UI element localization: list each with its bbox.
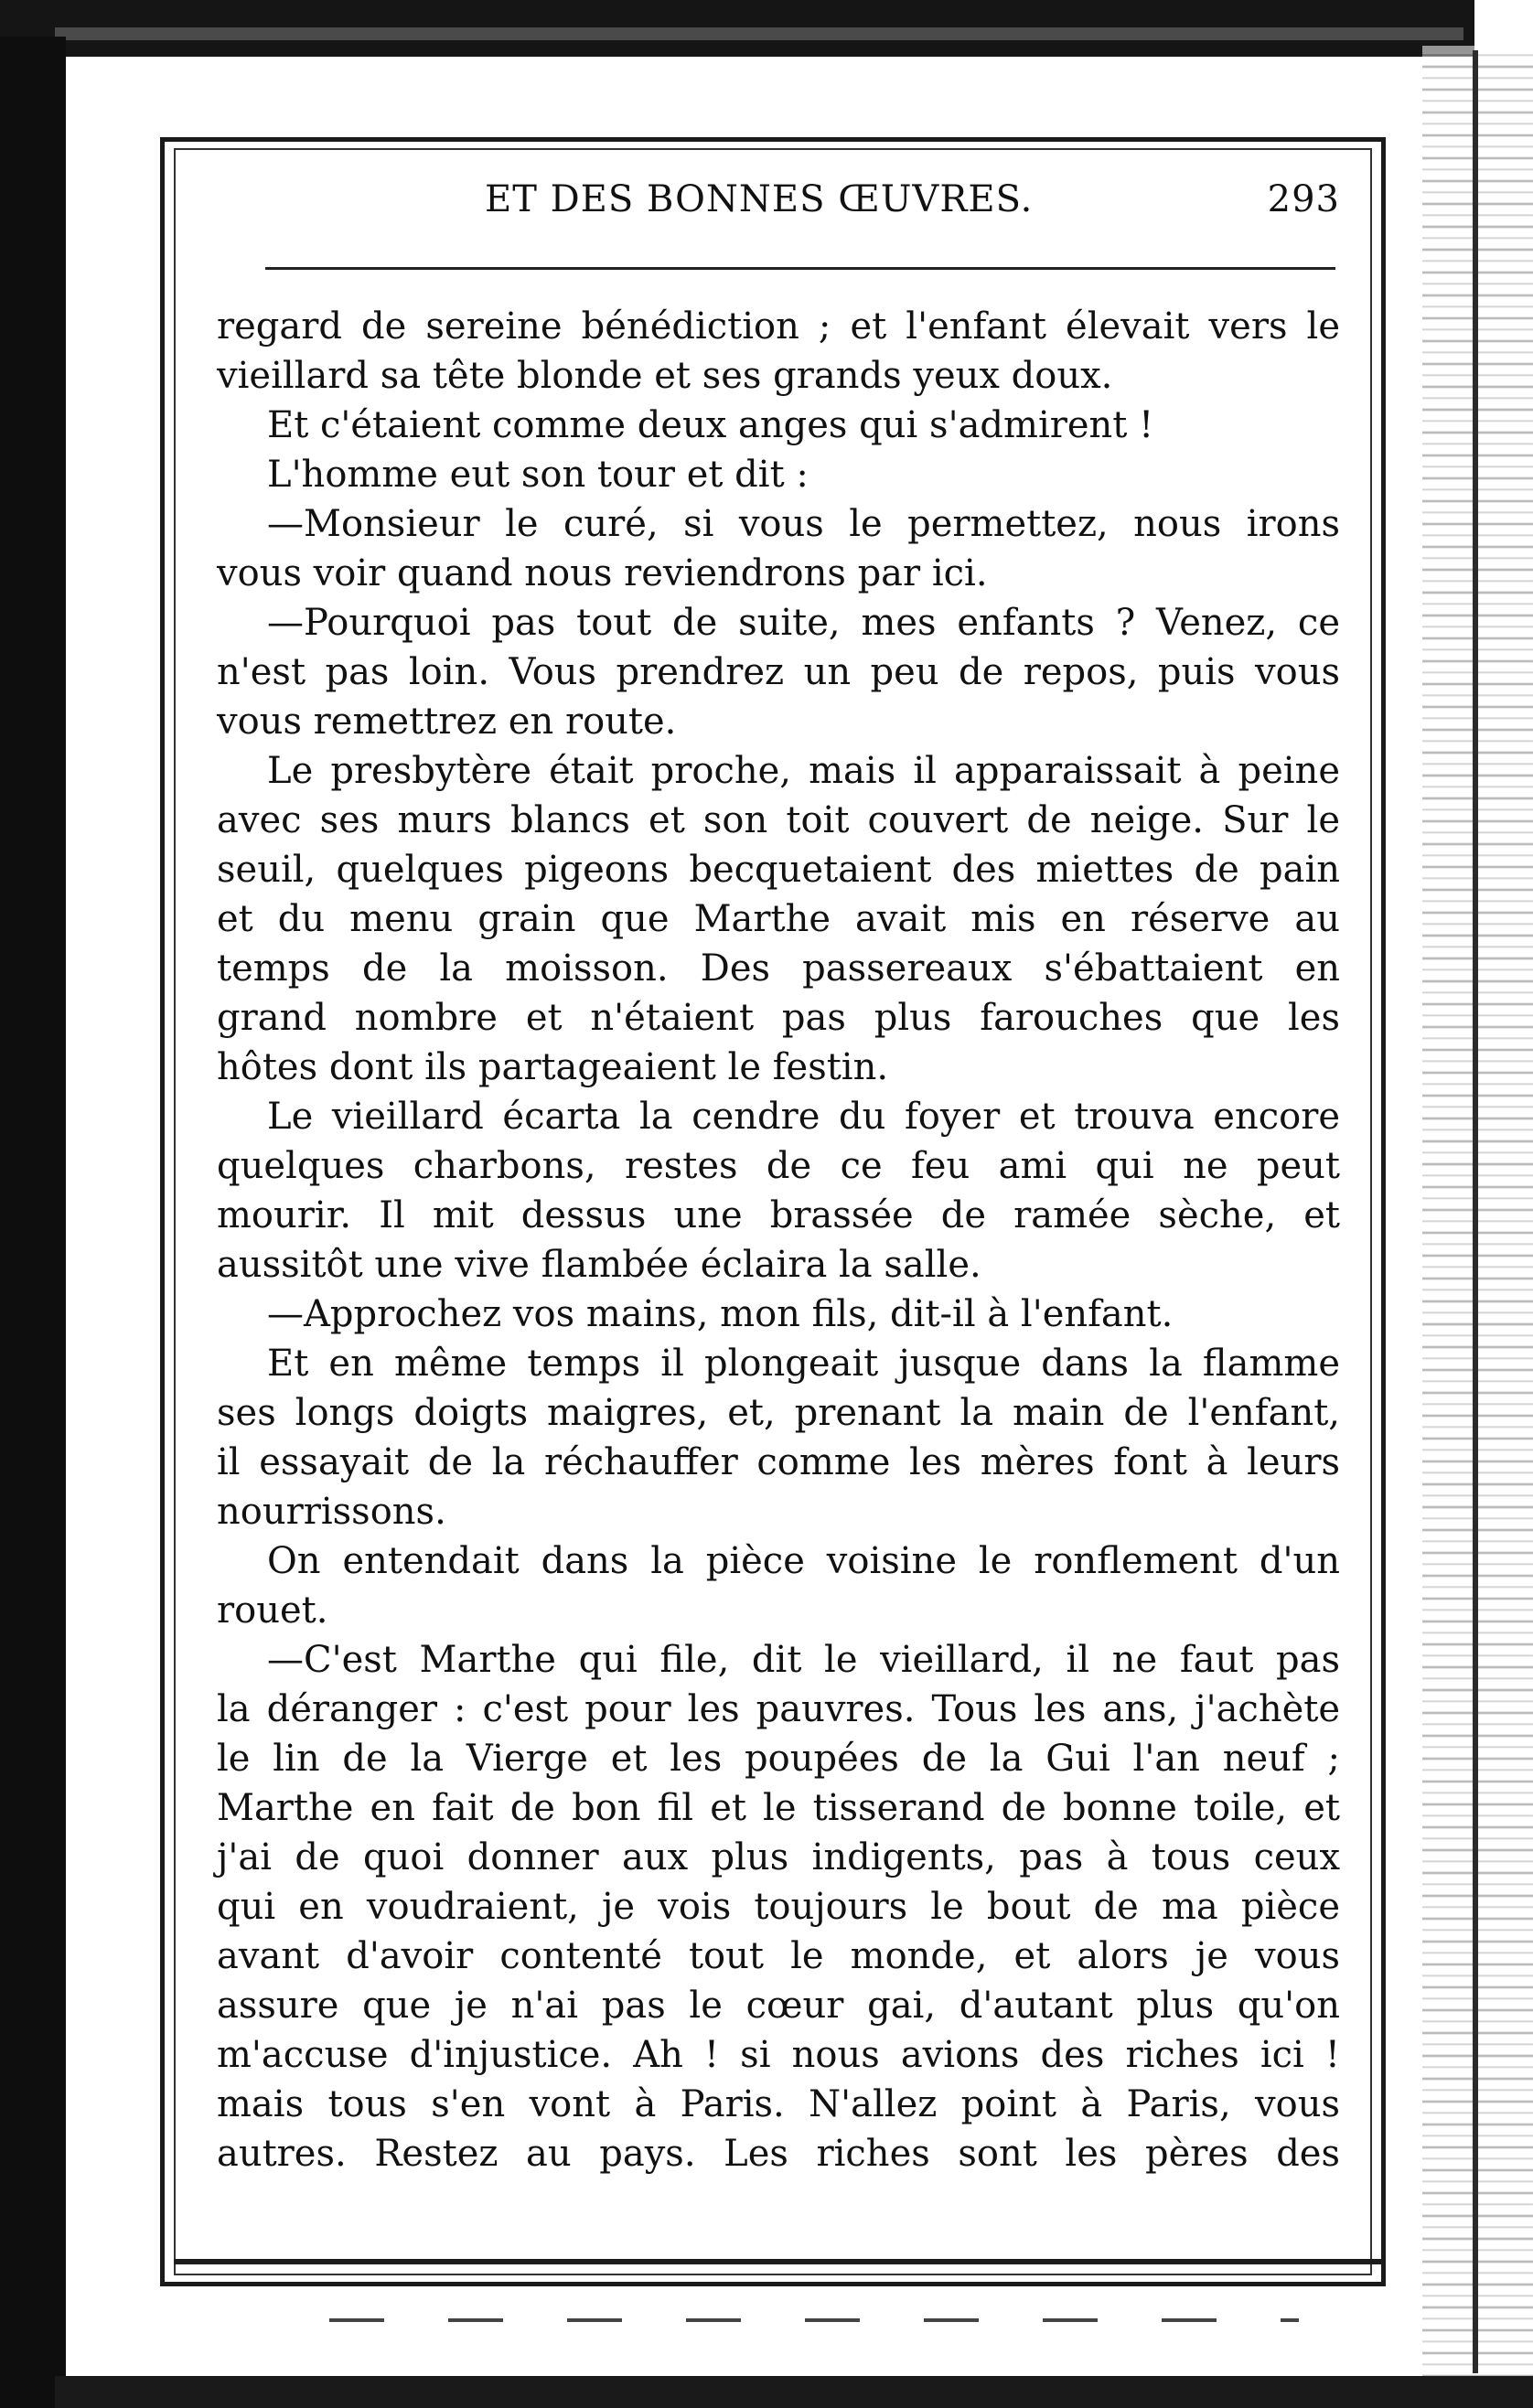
text-line: qui en voudraient, je vois toujours le bout de ma pièce — [217, 1886, 1340, 1928]
text-line: vous voir quand nous reviendrons par ici. — [217, 552, 988, 594]
text-line: aussitôt une vive flambée éclaira la salle. — [217, 1244, 981, 1286]
scan-right-rule — [1473, 50, 1478, 2373]
text-line: Marthe en fait de bon fil et le tisserand de bonne toile, et — [217, 1787, 1340, 1829]
text-line: On entendait dans la pièce voisine le ronflement d'un — [267, 1540, 1340, 1582]
text-line: quelques charbons, restes de ce feu ami qui ne peut — [217, 1145, 1340, 1187]
footer-dashes — [329, 2318, 1299, 2322]
running-title: ET DES BONNES ŒUVRES. — [485, 178, 1034, 220]
text-line: grand nombre et n'étaient pas plus farouches que les — [217, 997, 1340, 1039]
text-line: temps de la moisson. Des passereaux s'ébattaient en — [217, 947, 1340, 990]
bottom-rule — [174, 2259, 1381, 2264]
text-line: vous remettrez en route. — [217, 701, 677, 743]
text-line: autres. Restez au pays. Les riches sont les pères des — [217, 2133, 1340, 2175]
text-line: la déranger : c'est pour les pauvres. Tous les ans, j'achète — [217, 1688, 1340, 1730]
scan-top-border-highlight — [55, 27, 1463, 40]
text-line: le lin de la Vierge et les poupées de la Gui l'an neuf ; — [217, 1738, 1340, 1780]
text-line: et du menu grain que Marthe avait mis en réserve au — [217, 898, 1340, 940]
text-line: rouet. — [217, 1589, 328, 1632]
text-line: n'est pas loin. Vous prendrez un peu de repos, puis vous — [217, 651, 1340, 693]
text-line: ses longs doigts maigres, et, prenant la main de l'enfant, — [217, 1392, 1340, 1434]
text-line: assure que je n'ai pas le cœur gai, d'autant plus qu'on — [217, 1985, 1340, 2027]
text-line: —Approchez vos mains, mon fils, dit-il à l'enfant. — [267, 1293, 1174, 1335]
text-line: hôtes dont ils partageaient le festin. — [217, 1046, 889, 1088]
text-line: mais tous s'en vont à Paris. N'allez point à Paris, vous — [217, 2083, 1340, 2125]
text-line: —Pourquoi pas tout de suite, mes enfants ? Venez, ce — [267, 602, 1340, 644]
text-line: avant d'avoir contenté tout le monde, et alors je vous — [217, 1935, 1340, 1977]
text-line: regard de sereine bénédiction ; et l'enfant élevait vers le — [217, 305, 1340, 348]
scan-left-border — [0, 37, 66, 2408]
text-line: avec ses murs blancs et son toit couvert de neige. Sur le — [217, 799, 1340, 841]
text-line: vieillard sa tête blonde et ses grands yeux doux. — [217, 355, 1113, 397]
text-line: —Monsieur le curé, si vous le permettez, nous irons — [267, 503, 1340, 545]
text-line: m'accuse d'injustice. Ah ! si nous avions des riches ici ! — [217, 2034, 1340, 2076]
page-number: 293 — [1267, 178, 1340, 220]
header-rule — [265, 267, 1335, 270]
text-line: mourir. Il mit dessus une brassée de ramée sèche, et — [217, 1194, 1340, 1236]
text-line: il essayait de la réchauffer comme les mères font à leurs — [217, 1441, 1340, 1483]
text-line: Et en même temps il plongeait jusque dans la flamme — [267, 1343, 1340, 1385]
running-header — [220, 178, 1340, 233]
text-line: —C'est Marthe qui file, dit le vieillard, il ne faut pas — [267, 1639, 1340, 1681]
body-text — [217, 302, 1340, 2178]
text-line: j'ai de quoi donner aux plus indigents, pas à tous ceux — [217, 1836, 1340, 1878]
text-line: Et c'étaient comme deux anges qui s'admirent ! — [267, 404, 1154, 446]
text-line: Le presbytère était proche, mais il apparaissait à peine — [267, 750, 1340, 792]
text-line: nourrissons. — [217, 1491, 446, 1533]
text-line: seuil, quelques pigeons becquetaient des miettes de pain — [217, 849, 1340, 891]
text-line: L'homme eut son tour et dit : — [267, 454, 809, 496]
text-line: Le vieillard écarta la cendre du foyer et trouva encore — [267, 1096, 1340, 1138]
scan-bottom-border — [55, 2376, 1533, 2408]
